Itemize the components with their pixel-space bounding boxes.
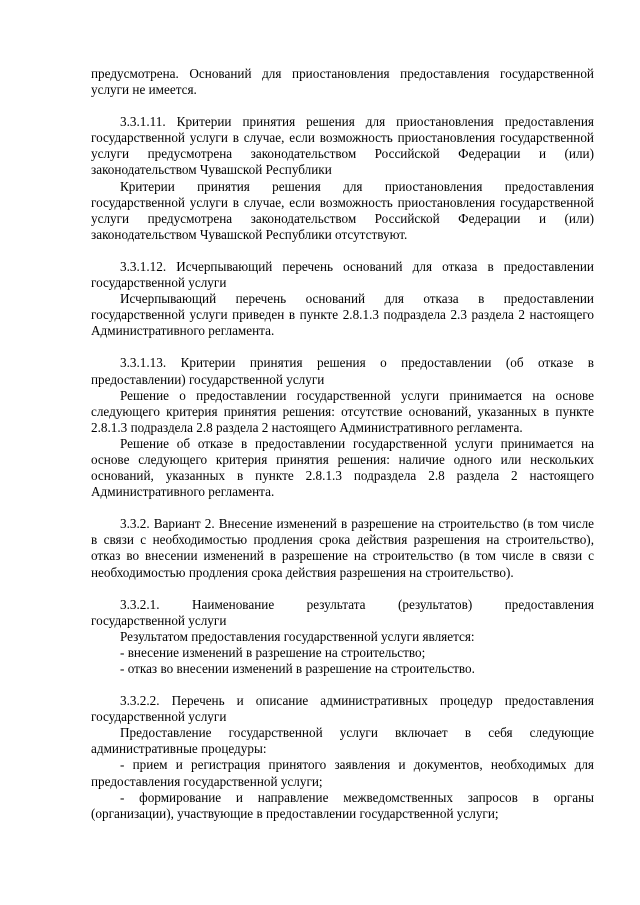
section-3-3-1-13-body-1: Решение о предоставлении государственной услуги принимается на основе следующего критерия принятия решения: отсутствие оснований, указанных в пункте 2.8.1.3 подраздела 2.8 раздела 2 настоящего Административного регламента.: [91, 387, 594, 435]
section-3-3-2-1-heading-line-2: государственной услуги: [91, 612, 227, 628]
section-3-3-2-2-heading: 3.3.2.2. Перечень и описание административных процедур предоставления государственной услуги: [91, 693, 594, 725]
section-3-3-2-heading: 3.3.2. Вариант 2. Внесение изменений в разрешение на строительство (в том числе в связи с необходимостью продления срока действия разрешения на строительство), отказ во внесении изменений в разрешение на строительство (в том числе в связи с необходимостью продления срока действия разрешения на строительство).: [91, 516, 594, 580]
paragraph-intro: предусмотрена. Оснований для приостановления предоставления государственной услуги не имеется.: [91, 66, 594, 98]
heading-word: Наименование: [192, 596, 275, 612]
list-item: - внесение изменений в разрешение на строительство;: [120, 644, 426, 660]
heading-word: предоставления: [504, 596, 594, 612]
list-item: - отказ во внесении изменений в разрешение на строительство.: [120, 661, 475, 676]
list-item: - формирование и направление межведомственных запросов в органы (организации), участвующие в предоставлении государственной услуги;: [91, 789, 594, 821]
heading-word: результата: [306, 596, 366, 612]
section-3-3-2-1-body: Результатом предоставления государственной услуги является:: [120, 628, 475, 644]
section-3-3-1-13-body-2: Решение об отказе в предоставлении государственной услуги принимается на основе следующего критерия принятия решения: наличие одного или нескольких оснований, указанных в пункте 2.8.1.3 подраздела 2.8 раздела 2 настоящего Административного регламента.: [91, 435, 594, 500]
list-item: - прием и регистрация принятого заявления и документов, необходимых для предоставления государственной услуги;: [91, 757, 594, 789]
section-3-3-1-11-heading: 3.3.1.11. Критерии принятия решения для приостановления предоставления государственной услуги в случае, если возможность приостановления государственной услуги предусмотрена законодательством Российской Федерации и (или) законодательством Чувашской Республики: [91, 114, 594, 178]
heading-word: (результатов): [397, 596, 473, 612]
section-3-3-1-12-heading: 3.3.1.12. Исчерпывающий перечень оснований для отказа в предоставлении государственной услуги: [91, 258, 594, 291]
section-3-3-1-11-body: Критерии принятия решения для приостановления предоставления государственной услуги в случае, если возможность приостановления государственной услуги предусмотрена законодательством Российской Федерации и (или) законодательством Чувашской Республики отсутствуют.: [91, 178, 594, 242]
document-page: [91, 66, 594, 822]
section-3-3-1-12-body: Исчерпывающий перечень оснований для отказа в предоставлении государственной услуги приведен в пункте 2.8.1.3 подраздела 2.3 раздела 2 настоящего Административного регламента.: [91, 291, 594, 339]
section-3-3-1-13-heading: 3.3.1.13. Критерии принятия решения о предоставлении (об отказе в предоставлении) государственной услуги: [91, 355, 594, 387]
section-3-3-2-2-body: Предоставление государственной услуги включает в себя следующие административные процедуры:: [91, 725, 594, 757]
section-3-3-2-1-heading: [91, 597, 594, 613]
heading-word: 3.3.2.1.: [120, 596, 160, 612]
